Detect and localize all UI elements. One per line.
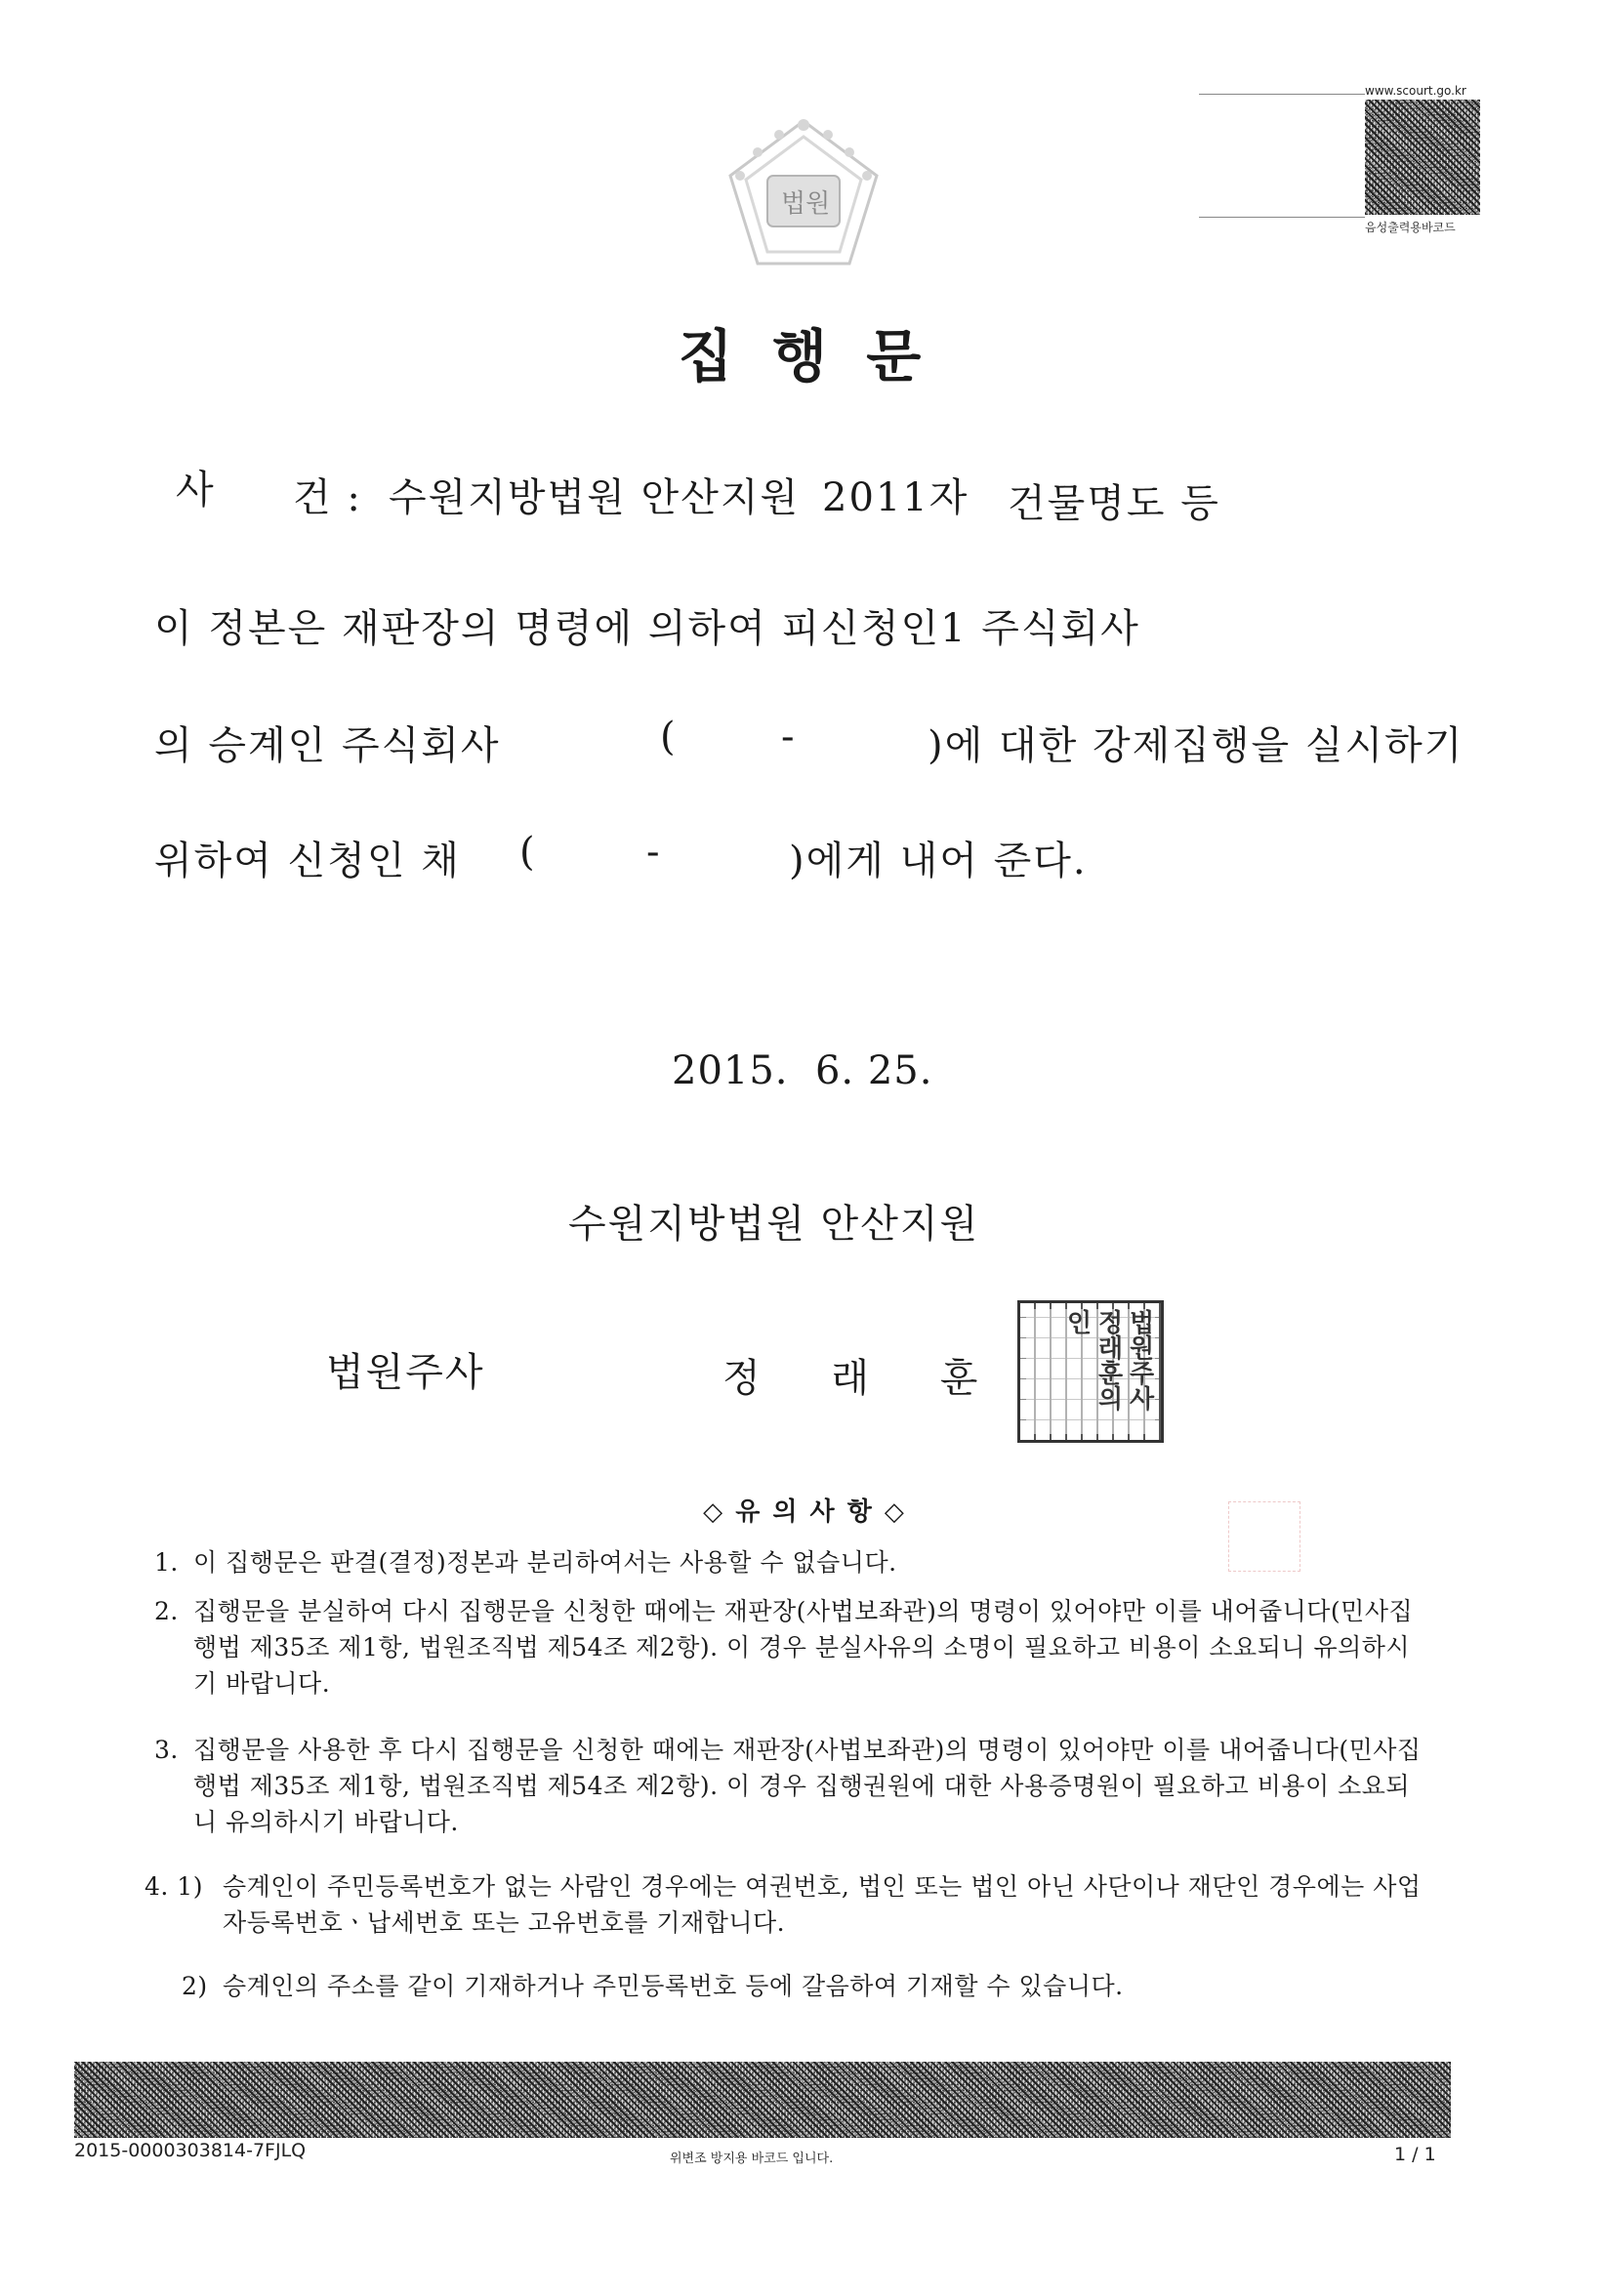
anti-forgery-barcode — [74, 2062, 1451, 2138]
body-line-2-dash: - — [781, 715, 797, 759]
note-item-1 — [154, 1544, 1433, 1580]
voice-output-barcode — [1365, 100, 1480, 215]
note-text-1: 이 집행문은 판결(결정)정본과 분리하여서는 사용할 수 없습니다. — [193, 1548, 897, 1577]
voice-barcode-caption: 음성출력용바코드 — [1365, 221, 1456, 234]
body-line-3-a: 위하여 신청인 채 — [154, 839, 461, 883]
anti-forgery-caption: 위변조 방지용 바코드 입니다. — [670, 2152, 834, 2166]
note-text-5: 승계인의 주소를 같이 기재하거나 주민등록번호 등에 갈음하여 기재할 수 있습니다. — [223, 1972, 1124, 2000]
note-number-2: 2. — [154, 1597, 179, 1625]
page-number: 1 / 1 — [1394, 2144, 1436, 2165]
body-line-2-paren: ( — [660, 715, 678, 759]
body-line-3-b: )에게 내어 준다. — [789, 839, 1088, 883]
body-line-3-dash: - — [646, 830, 662, 875]
case-label-1: 사 — [176, 468, 216, 512]
note-text-3: 집행문을 사용한 후 다시 집행문을 신청한 때에는 재판장(사법보좌관)의 명령이 있어야만 이를 내어줍니다(민사집행법 제35조 제1항, 법원조직법 제54조 제2항). 이 경우 집행권원에 대한 사용증명원이 필요하고 비용이 소요되니 유의하시기 바랍니다. — [193, 1736, 1422, 1836]
note-text-4: 승계인이 주민등록번호가 없는 사람인 경우에는 여권번호, 법인 또는 법인 아닌 사단이나 재단인 경우에는 사업자등록번호ㆍ납세번호 또는 고유번호를 기재합니다. — [223, 1872, 1422, 1937]
note-item-5 — [182, 1968, 1433, 2004]
barcode-top-line — [1199, 94, 1365, 95]
note-number-5: 2) — [182, 1972, 208, 2000]
case-number: 2011자 — [822, 475, 970, 520]
barcode-bottom-line — [1199, 217, 1365, 218]
court-emblem — [721, 115, 887, 281]
body-line-3-paren: ( — [519, 830, 537, 875]
issuing-court: 수원지방법원 안산지원 — [568, 1202, 980, 1247]
case-label-2: 건 : — [293, 475, 362, 520]
note-text-2: 집행문을 분실하여 다시 집행문을 신청한 때에는 재판장(사법보좌관)의 명령이 있어야만 이를 내어줍니다(민사집행법 제35조 제1항, 법원조직법 제54조 제2항). 이 경우 분실사유의 소명이 필요하고 비용이 소요되니 유의하시기 바랍니다. — [193, 1597, 1414, 1698]
scourt-url: www.scourt.go.kr — [1365, 84, 1466, 98]
case-court: 수원지방법원 안산지원 — [389, 475, 801, 520]
officer-title: 법원주사 — [326, 1350, 485, 1395]
note-number-1: 1. — [154, 1548, 179, 1577]
issue-date: 2015. 6. 25. — [672, 1048, 933, 1093]
note-number-3: 3. — [154, 1736, 179, 1764]
note-item-4 — [144, 1868, 1433, 1941]
note-number-4: 4. 1) — [144, 1872, 203, 1901]
body-line-2-b: )에 대한 강제집행을 실시하기 — [928, 723, 1465, 768]
body-line-1: 이 정본은 재판장의 명령에 의하여 피신청인1 주식회사 — [154, 606, 1140, 651]
note-item-2 — [154, 1593, 1433, 1702]
officer-name: 정 래 훈 — [722, 1356, 1008, 1401]
document-title: 집 행 문 — [678, 323, 931, 390]
document-id: 2015-0000303814-7FJLQ — [74, 2140, 307, 2161]
body-line-2-a: 의 승계인 주식회사 — [154, 723, 501, 768]
notes-heading: ◇ 유 의 사 항 ◇ — [703, 1497, 906, 1527]
case-subject: 건물명도 등 — [1008, 481, 1220, 526]
official-seal-stamp-text: 법원주사정래훈의인 — [1026, 1309, 1155, 1434]
court-emblem-label: 법원 — [781, 189, 831, 219]
official-seal-stamp — [1017, 1300, 1164, 1443]
note-item-3 — [154, 1732, 1433, 1840]
